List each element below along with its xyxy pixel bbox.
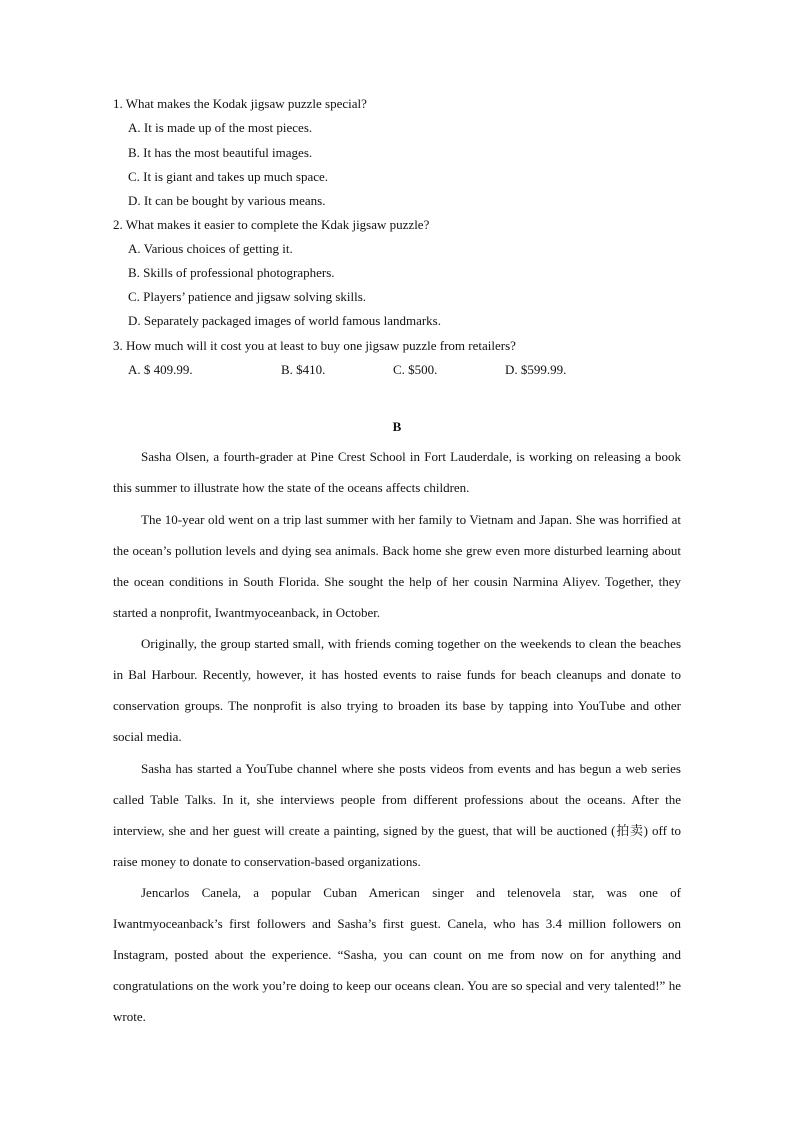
question-1: 1. What makes the Kodak jigsaw puzzle special? <box>113 96 367 111</box>
question-2-option-b: B. Skills of professional photographers. <box>128 265 335 280</box>
question-3-option-a: A. $ 409.99. <box>128 362 193 377</box>
passage-paragraph-1: Sasha Olsen, a fourth-grader at Pine Crest School in Fort Lauderdale, is working on releasing a book this summer to illustrate how the state of the oceans affects children. <box>113 449 681 495</box>
question-3: 3. How much will it cost you at least to buy one jigsaw puzzle from retailers? <box>113 338 516 353</box>
question-2: 2. What makes it easier to complete the Kdak jigsaw puzzle? <box>113 217 430 232</box>
passage-paragraph-4: Sasha has started a YouTube channel where she posts videos from events and has begun a web series called Table Talks. In it, she interviews people from different professions about the oceans. After the interview, she and her guest will create a painting, signed by the guest, that will be auctioned (拍卖) off to raise money to donate to conservation-based organizations. <box>113 761 681 869</box>
question-3-options <box>0 362 794 378</box>
passage-paragraph-3: Originally, the group started small, with friends coming together on the weekends to clean the beaches in Bal Harbour. Recently, however, it has hosted events to raise funds for beach cleanups and donate to conservation groups. The nonprofit is also trying to broaden its base by tapping into YouTube and other social media. <box>113 636 681 744</box>
passage-paragraph-5: Jencarlos Canela, a popular Cuban American singer and telenovela star, was one of Iwantmyoceanback’s first followers and Sasha’s first guest. Canela, who has 3.4 million followers on Instagram, posted about the experience. “Sasha, you can count on me from now on for anything and congratulations on the work you’re doing to keep our oceans clean. You are so special and very talented!” he wrote. <box>113 885 681 1024</box>
question-3-option-d: D. $599.99. <box>505 362 567 377</box>
question-2-option-a: A. Various choices of getting it. <box>128 241 293 256</box>
question-1-option-b: B. It has the most beautiful images. <box>128 145 313 160</box>
question-1-option-c: C. It is giant and takes up much space. <box>128 169 329 184</box>
question-2-option-d: D. Separately packaged images of world famous landmarks. <box>128 313 441 328</box>
question-3-option-c: C. $500. <box>393 362 438 377</box>
question-1-option-a: A. It is made up of the most pieces. <box>128 120 313 135</box>
question-2-option-c: C. Players’ patience and jigsaw solving skills. <box>128 289 367 304</box>
section-heading: B <box>392 419 402 434</box>
question-1-option-d: D. It can be bought by various means. <box>128 193 326 208</box>
question-3-option-b: B. $410. <box>281 362 326 377</box>
passage-paragraph-2: The 10-year old went on a trip last summer with her family to Vietnam and Japan. She was horrified at the ocean’s pollution levels and dying sea animals. Back home she grew even more disturbed learning about the ocean conditions in South Florida. She sought the help of her cousin Narmina Aliyev. Together, they started a nonprofit, Iwantmyoceanback, in October. <box>113 512 681 620</box>
